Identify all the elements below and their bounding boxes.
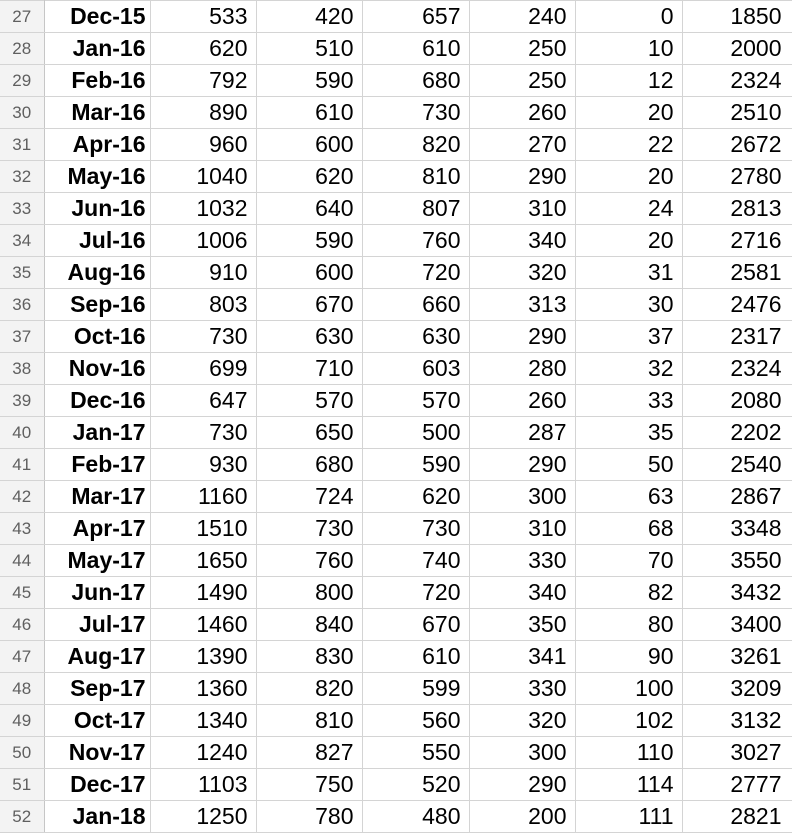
value-cell[interactable]: 320 — [469, 705, 575, 737]
value-cell[interactable]: 30 — [575, 289, 682, 321]
value-cell[interactable]: 3432 — [682, 577, 792, 609]
value-cell[interactable]: 910 — [150, 257, 256, 289]
value-cell[interactable]: 1250 — [150, 801, 256, 833]
month-cell[interactable]: Dec-15 — [44, 1, 150, 33]
value-cell[interactable]: 70 — [575, 545, 682, 577]
value-cell[interactable]: 550 — [362, 737, 469, 769]
value-cell[interactable]: 930 — [150, 449, 256, 481]
value-cell[interactable]: 533 — [150, 1, 256, 33]
value-cell[interactable]: 3132 — [682, 705, 792, 737]
value-cell[interactable]: 20 — [575, 161, 682, 193]
value-cell[interactable]: 1006 — [150, 225, 256, 257]
value-cell[interactable]: 603 — [362, 353, 469, 385]
value-cell[interactable]: 50 — [575, 449, 682, 481]
table-row — [0, 577, 792, 609]
row-header[interactable]: 50 — [0, 737, 44, 769]
value-cell[interactable]: 250 — [469, 33, 575, 65]
value-cell[interactable]: 290 — [469, 449, 575, 481]
value-cell[interactable]: 1460 — [150, 609, 256, 641]
value-cell[interactable]: 640 — [256, 193, 362, 225]
month-cell[interactable]: Oct-16 — [44, 321, 150, 353]
month-cell[interactable]: Jan-18 — [44, 801, 150, 833]
table-row — [0, 353, 792, 385]
value-cell[interactable]: 1390 — [150, 641, 256, 673]
value-cell[interactable]: 630 — [362, 321, 469, 353]
value-cell[interactable]: 290 — [469, 321, 575, 353]
value-cell[interactable]: 840 — [256, 609, 362, 641]
value-cell[interactable]: 1340 — [150, 705, 256, 737]
value-cell[interactable]: 1032 — [150, 193, 256, 225]
month-cell[interactable]: Dec-17 — [44, 769, 150, 801]
value-cell[interactable]: 800 — [256, 577, 362, 609]
table-row — [0, 225, 792, 257]
table-row — [0, 161, 792, 193]
value-cell[interactable]: 320 — [469, 257, 575, 289]
value-cell[interactable]: 31 — [575, 257, 682, 289]
month-cell[interactable]: Apr-17 — [44, 513, 150, 545]
value-cell[interactable]: 780 — [256, 801, 362, 833]
value-cell[interactable]: 102 — [575, 705, 682, 737]
month-cell[interactable]: Sep-16 — [44, 289, 150, 321]
value-cell[interactable]: 650 — [256, 417, 362, 449]
value-cell[interactable]: 300 — [469, 481, 575, 513]
row-header[interactable]: 35 — [0, 257, 44, 289]
value-cell[interactable]: 1850 — [682, 1, 792, 33]
value-cell[interactable]: 610 — [256, 97, 362, 129]
row-header[interactable]: 27 — [0, 1, 44, 33]
value-cell[interactable]: 1510 — [150, 513, 256, 545]
value-cell[interactable]: 260 — [469, 385, 575, 417]
value-cell[interactable]: 2080 — [682, 385, 792, 417]
spreadsheet-body — [0, 1, 792, 833]
row-header[interactable]: 49 — [0, 705, 44, 737]
value-cell[interactable]: 720 — [362, 577, 469, 609]
value-cell[interactable]: 350 — [469, 609, 575, 641]
table-row — [0, 737, 792, 769]
value-cell[interactable]: 24 — [575, 193, 682, 225]
row-header[interactable]: 48 — [0, 673, 44, 705]
value-cell[interactable]: 480 — [362, 801, 469, 833]
value-cell[interactable]: 290 — [469, 769, 575, 801]
value-cell[interactable]: 620 — [256, 161, 362, 193]
month-cell[interactable]: Aug-17 — [44, 641, 150, 673]
value-cell[interactable]: 2476 — [682, 289, 792, 321]
value-cell[interactable]: 730 — [256, 513, 362, 545]
value-cell[interactable]: 2510 — [682, 97, 792, 129]
value-cell[interactable]: 10 — [575, 33, 682, 65]
table-row — [0, 609, 792, 641]
month-cell[interactable]: Nov-17 — [44, 737, 150, 769]
row-header[interactable]: 38 — [0, 353, 44, 385]
value-cell[interactable]: 2780 — [682, 161, 792, 193]
month-cell[interactable]: Aug-16 — [44, 257, 150, 289]
value-cell[interactable]: 340 — [469, 225, 575, 257]
value-cell[interactable]: 670 — [256, 289, 362, 321]
value-cell[interactable]: 2324 — [682, 65, 792, 97]
value-cell[interactable]: 33 — [575, 385, 682, 417]
table-row — [0, 481, 792, 513]
month-cell[interactable]: Sep-17 — [44, 673, 150, 705]
table-row — [0, 449, 792, 481]
value-cell[interactable]: 341 — [469, 641, 575, 673]
month-cell[interactable]: Mar-16 — [44, 97, 150, 129]
value-cell[interactable]: 570 — [362, 385, 469, 417]
value-cell[interactable]: 2324 — [682, 353, 792, 385]
row-header[interactable]: 29 — [0, 65, 44, 97]
value-cell[interactable]: 3348 — [682, 513, 792, 545]
value-cell[interactable]: 1160 — [150, 481, 256, 513]
value-cell[interactable]: 250 — [469, 65, 575, 97]
value-cell[interactable]: 680 — [256, 449, 362, 481]
row-header[interactable]: 36 — [0, 289, 44, 321]
value-cell[interactable]: 280 — [469, 353, 575, 385]
value-cell[interactable]: 657 — [362, 1, 469, 33]
month-cell[interactable]: Jun-16 — [44, 193, 150, 225]
value-cell[interactable]: 2716 — [682, 225, 792, 257]
value-cell[interactable]: 740 — [362, 545, 469, 577]
row-header[interactable]: 30 — [0, 97, 44, 129]
table-row — [0, 97, 792, 129]
value-cell[interactable]: 720 — [362, 257, 469, 289]
table-row — [0, 1, 792, 33]
value-cell[interactable]: 807 — [362, 193, 469, 225]
value-cell[interactable]: 300 — [469, 737, 575, 769]
row-header[interactable]: 42 — [0, 481, 44, 513]
value-cell[interactable]: 710 — [256, 353, 362, 385]
value-cell[interactable]: 699 — [150, 353, 256, 385]
value-cell[interactable]: 724 — [256, 481, 362, 513]
value-cell[interactable]: 1103 — [150, 769, 256, 801]
value-cell[interactable]: 960 — [150, 129, 256, 161]
table-row — [0, 193, 792, 225]
value-cell[interactable]: 660 — [362, 289, 469, 321]
value-cell[interactable]: 260 — [469, 97, 575, 129]
value-cell[interactable]: 0 — [575, 1, 682, 33]
value-cell[interactable]: 630 — [256, 321, 362, 353]
table-row — [0, 641, 792, 673]
table-row — [0, 129, 792, 161]
value-cell[interactable]: 1490 — [150, 577, 256, 609]
value-cell[interactable]: 610 — [362, 33, 469, 65]
row-header[interactable]: 46 — [0, 609, 44, 641]
month-cell[interactable]: Apr-16 — [44, 129, 150, 161]
value-cell[interactable]: 590 — [362, 449, 469, 481]
value-cell[interactable]: 313 — [469, 289, 575, 321]
table-row — [0, 385, 792, 417]
value-cell[interactable]: 20 — [575, 97, 682, 129]
value-cell[interactable]: 560 — [362, 705, 469, 737]
value-cell[interactable]: 3261 — [682, 641, 792, 673]
value-cell[interactable]: 310 — [469, 193, 575, 225]
value-cell[interactable]: 730 — [150, 417, 256, 449]
value-cell[interactable]: 3027 — [682, 737, 792, 769]
table-row — [0, 33, 792, 65]
value-cell[interactable]: 610 — [362, 641, 469, 673]
table-row — [0, 545, 792, 577]
row-header[interactable]: 47 — [0, 641, 44, 673]
row-header[interactable]: 32 — [0, 161, 44, 193]
value-cell[interactable]: 827 — [256, 737, 362, 769]
value-cell[interactable]: 2672 — [682, 129, 792, 161]
table-row — [0, 769, 792, 801]
value-cell[interactable]: 22 — [575, 129, 682, 161]
month-cell[interactable]: Jun-17 — [44, 577, 150, 609]
month-cell[interactable]: May-16 — [44, 161, 150, 193]
table-row — [0, 417, 792, 449]
table-row — [0, 257, 792, 289]
value-cell[interactable]: 330 — [469, 545, 575, 577]
value-cell[interactable]: 730 — [150, 321, 256, 353]
month-cell[interactable]: Jan-16 — [44, 33, 150, 65]
row-header[interactable]: 43 — [0, 513, 44, 545]
month-cell[interactable]: Jan-17 — [44, 417, 150, 449]
value-cell[interactable]: 820 — [362, 129, 469, 161]
value-cell[interactable]: 63 — [575, 481, 682, 513]
value-cell[interactable]: 890 — [150, 97, 256, 129]
value-cell[interactable]: 200 — [469, 801, 575, 833]
value-cell[interactable]: 2813 — [682, 193, 792, 225]
value-cell[interactable]: 240 — [469, 1, 575, 33]
row-header[interactable]: 41 — [0, 449, 44, 481]
value-cell[interactable]: 810 — [362, 161, 469, 193]
value-cell[interactable]: 82 — [575, 577, 682, 609]
table-row — [0, 513, 792, 545]
table-row — [0, 65, 792, 97]
value-cell[interactable]: 820 — [256, 673, 362, 705]
row-header[interactable]: 37 — [0, 321, 44, 353]
month-cell[interactable]: Nov-16 — [44, 353, 150, 385]
value-cell[interactable]: 310 — [469, 513, 575, 545]
value-cell[interactable]: 1040 — [150, 161, 256, 193]
value-cell[interactable]: 670 — [362, 609, 469, 641]
month-cell[interactable]: Feb-17 — [44, 449, 150, 481]
value-cell[interactable]: 35 — [575, 417, 682, 449]
value-cell[interactable]: 590 — [256, 225, 362, 257]
month-cell[interactable]: Jul-16 — [44, 225, 150, 257]
value-cell[interactable]: 32 — [575, 353, 682, 385]
value-cell[interactable]: 750 — [256, 769, 362, 801]
value-cell[interactable]: 760 — [256, 545, 362, 577]
month-cell[interactable]: Jul-17 — [44, 609, 150, 641]
value-cell[interactable]: 500 — [362, 417, 469, 449]
row-header[interactable]: 52 — [0, 801, 44, 833]
value-cell[interactable]: 600 — [256, 257, 362, 289]
value-cell[interactable]: 730 — [362, 97, 469, 129]
row-header[interactable]: 39 — [0, 385, 44, 417]
value-cell[interactable]: 599 — [362, 673, 469, 705]
value-cell[interactable]: 2317 — [682, 321, 792, 353]
value-cell[interactable]: 90 — [575, 641, 682, 673]
row-header[interactable]: 33 — [0, 193, 44, 225]
row-header[interactable]: 31 — [0, 129, 44, 161]
value-cell[interactable]: 2581 — [682, 257, 792, 289]
value-cell[interactable]: 2777 — [682, 769, 792, 801]
value-cell[interactable]: 810 — [256, 705, 362, 737]
value-cell[interactable]: 792 — [150, 65, 256, 97]
value-cell[interactable]: 270 — [469, 129, 575, 161]
value-cell[interactable]: 68 — [575, 513, 682, 545]
value-cell[interactable]: 520 — [362, 769, 469, 801]
value-cell[interactable]: 590 — [256, 65, 362, 97]
value-cell[interactable]: 730 — [362, 513, 469, 545]
value-cell[interactable]: 2821 — [682, 801, 792, 833]
value-cell[interactable]: 2000 — [682, 33, 792, 65]
row-header[interactable]: 51 — [0, 769, 44, 801]
value-cell[interactable]: 110 — [575, 737, 682, 769]
value-cell[interactable]: 3400 — [682, 609, 792, 641]
value-cell[interactable]: 1360 — [150, 673, 256, 705]
value-cell[interactable]: 620 — [150, 33, 256, 65]
table-row — [0, 705, 792, 737]
value-cell[interactable]: 340 — [469, 577, 575, 609]
value-cell[interactable]: 570 — [256, 385, 362, 417]
value-cell[interactable]: 290 — [469, 161, 575, 193]
value-cell[interactable]: 647 — [150, 385, 256, 417]
table-row — [0, 321, 792, 353]
table-row — [0, 289, 792, 321]
value-cell[interactable]: 510 — [256, 33, 362, 65]
month-cell[interactable]: Mar-17 — [44, 481, 150, 513]
month-cell[interactable]: Feb-16 — [44, 65, 150, 97]
value-cell[interactable]: 803 — [150, 289, 256, 321]
value-cell[interactable]: 1650 — [150, 545, 256, 577]
value-cell[interactable]: 420 — [256, 1, 362, 33]
month-cell[interactable]: May-17 — [44, 545, 150, 577]
value-cell[interactable]: 2867 — [682, 481, 792, 513]
value-cell[interactable]: 3209 — [682, 673, 792, 705]
month-cell[interactable]: Oct-17 — [44, 705, 150, 737]
value-cell[interactable]: 1240 — [150, 737, 256, 769]
row-header[interactable]: 40 — [0, 417, 44, 449]
value-cell[interactable]: 80 — [575, 609, 682, 641]
value-cell[interactable]: 2202 — [682, 417, 792, 449]
value-cell[interactable]: 760 — [362, 225, 469, 257]
value-cell[interactable]: 680 — [362, 65, 469, 97]
value-cell[interactable]: 600 — [256, 129, 362, 161]
value-cell[interactable]: 12 — [575, 65, 682, 97]
value-cell[interactable]: 287 — [469, 417, 575, 449]
row-header[interactable]: 44 — [0, 545, 44, 577]
table-row — [0, 673, 792, 705]
row-header[interactable]: 34 — [0, 225, 44, 257]
value-cell[interactable]: 3550 — [682, 545, 792, 577]
value-cell[interactable]: 111 — [575, 801, 682, 833]
value-cell[interactable]: 20 — [575, 225, 682, 257]
month-cell[interactable]: Dec-16 — [44, 385, 150, 417]
row-header[interactable]: 28 — [0, 33, 44, 65]
value-cell[interactable]: 620 — [362, 481, 469, 513]
value-cell[interactable]: 830 — [256, 641, 362, 673]
value-cell[interactable]: 2540 — [682, 449, 792, 481]
value-cell[interactable]: 114 — [575, 769, 682, 801]
value-cell[interactable]: 330 — [469, 673, 575, 705]
row-header[interactable]: 45 — [0, 577, 44, 609]
table-row — [0, 801, 792, 833]
value-cell[interactable]: 37 — [575, 321, 682, 353]
value-cell[interactable]: 100 — [575, 673, 682, 705]
